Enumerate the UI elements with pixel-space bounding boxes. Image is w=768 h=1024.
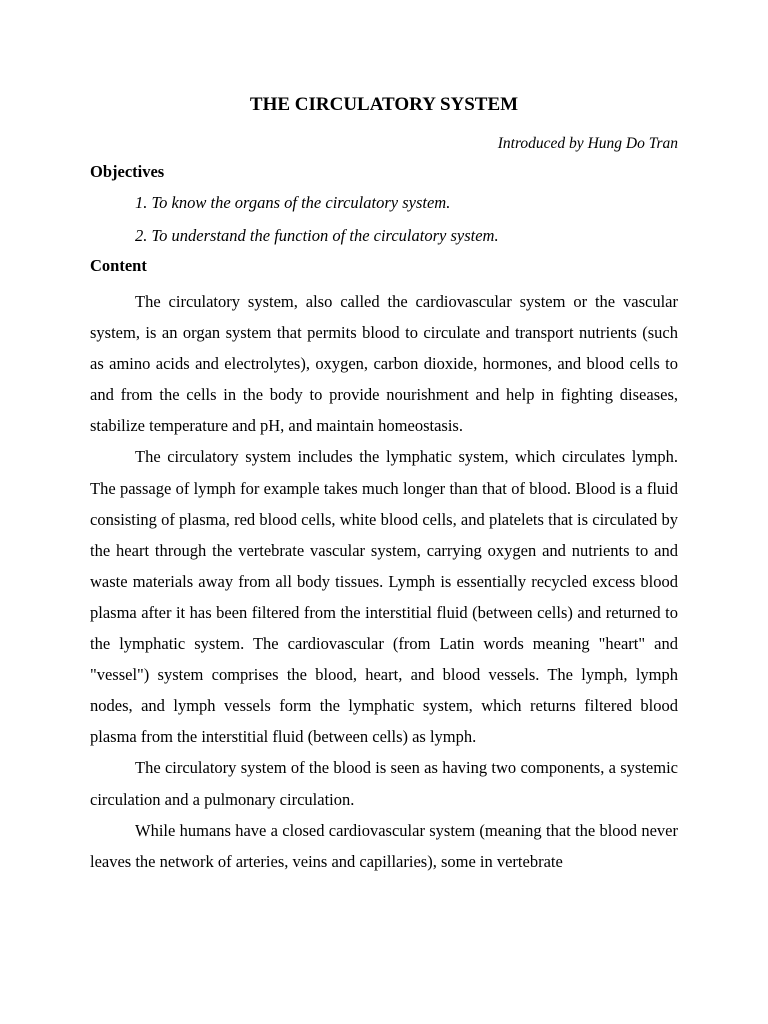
objective-item: 1. To know the organs of the circulatory system. <box>135 193 451 212</box>
content-paragraph: While humans have a closed cardiovascular system (meaning that the blood never leaves the network of arteries, veins and capillaries), some in vertebrate <box>90 820 678 871</box>
document-title: THE CIRCULATORY SYSTEM <box>249 94 519 115</box>
objectives-heading: Objectives <box>90 162 165 181</box>
content-paragraph: The circulatory system of the blood is seen as having two components, a systemic circulation and a pulmonary circulation. <box>90 758 678 809</box>
content-body <box>90 286 678 877</box>
content-heading: Content <box>90 256 147 275</box>
content-paragraph: The circulatory system, also called the cardiovascular system or the vascular system, is an organ system that permits blood to circulate and transport nutrients (such as amino acids and electrolytes), oxygen, carbon dioxide, hormones, and blood cells to and from the cells in the body to provide nourishment and help in fighting diseases, stabilize temperature and pH, and maintain homeostasis. <box>90 292 678 436</box>
objective-item: 2. To understand the function of the circulatory system. <box>135 226 499 245</box>
content-paragraph: The circulatory system includes the lymphatic system, which circulates lymph. The passage of lymph for example takes much longer than that of blood. Blood is a fluid consisting of plasma, red blood cells, white blood cells, and platelets that is circulated by the heart through the vertebrate vascular system, carrying oxygen and nutrients to and waste materials away from all body tissues. Lymph is essentially recycled excess blood plasma after it has been filtered from the interstitial fluid (between cells) and returned to the lymphatic system. The cardiovascular (from Latin words meaning "heart" and "vessel") system comprises the blood, heart, and blood vessels. The lymph, lymph nodes, and lymph vessels form the lymphatic system, which returns filtered blood plasma from the interstitial fluid (between cells) as lymph. <box>90 447 678 747</box>
document-author: Introduced by Hung Do Tran <box>497 135 678 152</box>
